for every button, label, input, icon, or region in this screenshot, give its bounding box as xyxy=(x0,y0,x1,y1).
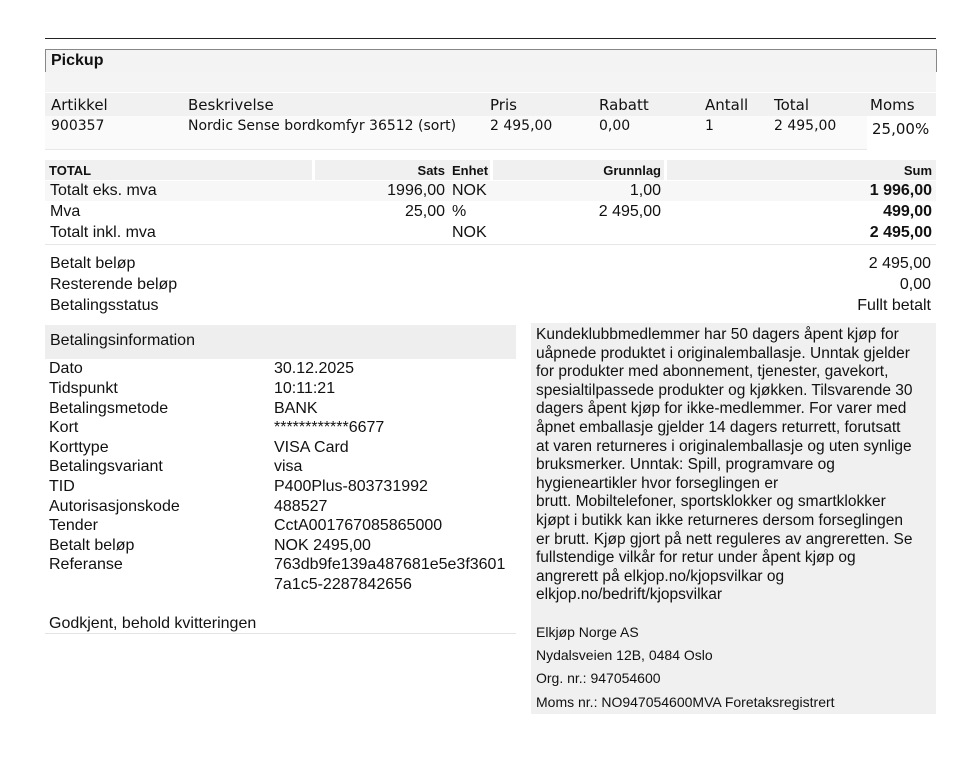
info-value-betalt-belop: NOK 2495,00 xyxy=(274,537,371,554)
total-row-sum: 1 996,00 xyxy=(869,182,932,199)
terms-line: for produkter med abonnement, tjenester, gavekort, xyxy=(536,363,889,381)
return-policy-text xyxy=(536,326,932,605)
cell-rabatt: 0,00 xyxy=(599,118,631,134)
info-label-autorisasjonskode: Autorisasjonskode xyxy=(49,498,180,515)
header-separator xyxy=(312,160,315,180)
remaining-amount-value: 0,00 xyxy=(899,276,931,293)
spacer-band xyxy=(45,72,936,92)
col-header-sats: Sats xyxy=(417,163,445,178)
info-value-korttype: VISA Card xyxy=(274,439,349,456)
cell-moms: 25,00% xyxy=(872,120,930,138)
info-label-korttype: Korttype xyxy=(49,439,109,456)
info-value-dato: 30.12.2025 xyxy=(274,360,355,377)
col-header-sum: Sum xyxy=(903,163,932,178)
terms-line: brutt. Mobiltelefoner, sportsklokker og smartklokker xyxy=(536,493,886,511)
terms-line: spesialtilpassede produkter og kjøkken. Tilsvarende 30 xyxy=(536,381,913,399)
company-address: Nydalsveien 12B, 0484 Oslo xyxy=(536,647,713,663)
remaining-amount-label: Resterende beløp xyxy=(50,276,178,293)
terms-line: uåpnede produktet i originalemballasje. Unntak gjelder xyxy=(536,344,910,362)
mva-row-grunnlag: 2 495,00 xyxy=(598,203,661,220)
info-value-betalingsvariant: visa xyxy=(274,458,303,475)
info-label-betalingsvariant: Betalingsvariant xyxy=(49,458,163,475)
terms-line: Kundeklubbmedlemmer har 50 dagers åpent kjøp for xyxy=(536,326,899,343)
info-value-betalingsmetode: BANK xyxy=(274,400,318,417)
info-label-tid: TID xyxy=(49,478,75,495)
paid-amount-label: Betalt beløp xyxy=(50,255,136,272)
terms-line: elkjop.no/bedrift/kjopsvilkar xyxy=(536,586,723,604)
terms-line: kjøpt i butikk kan ikke returneres dersom forseglingen xyxy=(536,511,903,529)
company-name: Elkjøp Norge AS xyxy=(536,624,639,640)
terms-line: fullstendige vilkår for retur under åpent kjøp og xyxy=(536,549,856,567)
col-header-total-label: TOTAL xyxy=(49,163,92,178)
info-label-dato: Dato xyxy=(49,360,83,377)
approval-text: Godkjent, behold kvitteringen xyxy=(49,615,257,632)
inkl-row-sum: 2 495,00 xyxy=(869,224,932,241)
col-header-pris: Pris xyxy=(490,96,517,114)
col-header-grunnlag: Grunnlag xyxy=(603,163,661,178)
cell-beskrivelse: Nordic Sense bordkomfyr 36512 (sort) xyxy=(188,118,457,134)
info-value-tidspunkt: 10:11:21 xyxy=(274,380,336,397)
inkl-row-enhet: NOK xyxy=(452,224,487,241)
mva-row-label: Mva xyxy=(50,203,81,220)
header-separator xyxy=(490,160,493,180)
mva-row-sats: 25,00 xyxy=(404,203,445,220)
terms-line: åpnet emballasje gjelder 14 dagers returrett, forutsatt xyxy=(536,418,901,436)
terms-line: dagers åpent kjøp for ikke-medlemmer. For varer med xyxy=(536,400,907,418)
cell-antall: 1 xyxy=(705,118,714,134)
info-label-betalingsmetode: Betalingsmetode xyxy=(49,400,169,417)
pickup-header-box xyxy=(45,49,937,72)
mva-row-enhet: % xyxy=(452,203,467,220)
cell-total: 2 495,00 xyxy=(774,118,837,134)
col-header-antall: Antall xyxy=(705,96,749,114)
company-vat: Moms nr.: NO947054600MVA Foretaksregistrert xyxy=(536,694,835,710)
total-row-label: Totalt eks. mva xyxy=(50,182,157,199)
info-label-tender: Tender xyxy=(49,517,98,534)
payment-status-label: Betalingsstatus xyxy=(50,297,159,314)
header-separator xyxy=(664,160,667,180)
payment-info-title: Betalingsinformation xyxy=(50,332,195,349)
section-title: Pickup xyxy=(51,52,104,69)
terms-line: angrerett på elkjop.no/kjopsvilkar og xyxy=(536,567,785,585)
total-row-sats: 1996,00 xyxy=(387,182,445,199)
info-label-betalt-belop: Betalt beløp xyxy=(49,537,135,554)
cell-pris: 2 495,00 xyxy=(490,118,553,134)
total-row-grunnlag: 1,00 xyxy=(629,182,661,199)
terms-line: er brutt. Kjøp gjort på nett reguleres av angreretten. Se xyxy=(536,530,913,548)
terms-line: at varen returneres i originalemballasje og uten synlige xyxy=(536,437,912,455)
divider xyxy=(45,633,516,634)
terms-line: hygieneartikler hvor forseglingen er xyxy=(536,474,779,492)
total-row-enhet: NOK xyxy=(452,182,487,199)
mva-row-sum: 499,00 xyxy=(883,203,932,220)
info-label-kort: Kort xyxy=(49,419,79,436)
inkl-row-label: Totalt inkl. mva xyxy=(50,224,156,241)
terms-line: bruksmerker. Unntak: Spill, programvare og xyxy=(536,456,835,474)
top-divider xyxy=(45,38,936,39)
col-header-artikkel: Artikkel xyxy=(51,96,108,114)
info-value-autorisasjonskode: 488527 xyxy=(274,498,328,515)
divider xyxy=(45,244,936,245)
col-header-enhet: Enhet xyxy=(452,163,489,178)
payment-status-value: Fullt betalt xyxy=(857,297,931,314)
col-header-moms: Moms xyxy=(870,96,915,114)
info-label-tidspunkt: Tidspunkt xyxy=(49,380,118,397)
info-value-kort: ************6677 xyxy=(274,419,385,436)
company-org-nr: Org. nr.: 947054600 xyxy=(536,670,661,686)
col-header-total: Total xyxy=(774,96,810,114)
info-value-tender: CctA001767085865000 xyxy=(274,517,443,534)
col-header-beskrivelse: Beskrivelse xyxy=(188,96,274,114)
info-value-tid: P400Plus-803731992 xyxy=(274,478,428,495)
info-label-referanse: Referanse xyxy=(49,556,123,573)
info-value-referanse-cont: 7a1c5-2287842656 xyxy=(274,576,412,593)
col-header-rabatt: Rabatt xyxy=(599,96,649,114)
paid-amount-value: 2 495,00 xyxy=(868,255,931,272)
info-value-referanse: 763db9fe139a487681e5e3f3601 xyxy=(274,556,506,573)
cell-artikkel: 900357 xyxy=(51,118,105,134)
